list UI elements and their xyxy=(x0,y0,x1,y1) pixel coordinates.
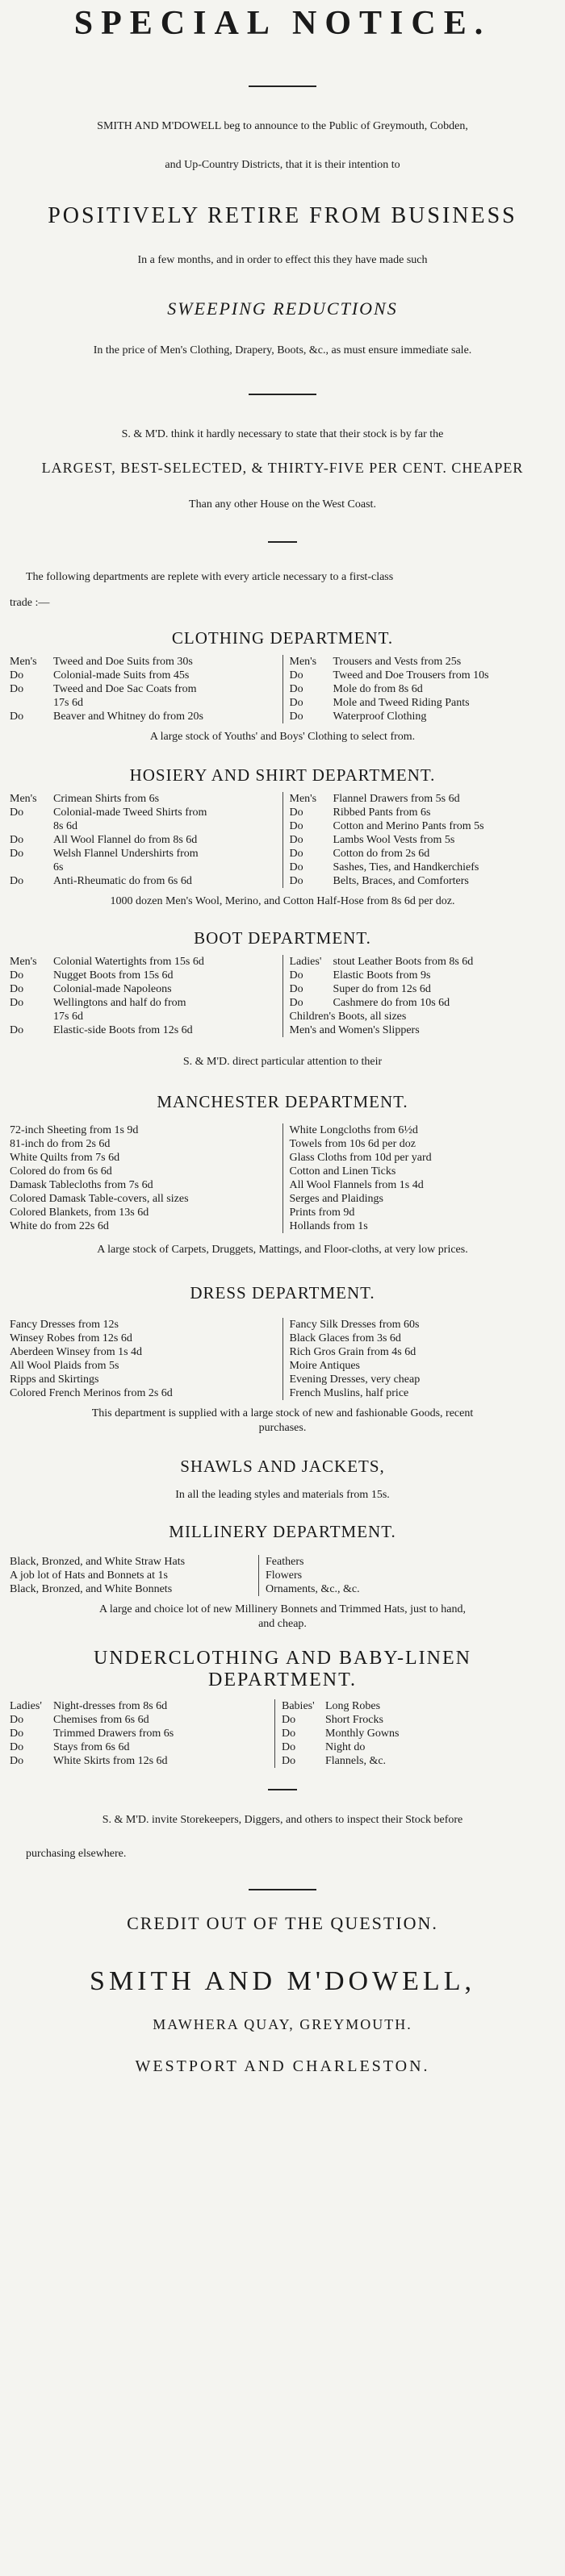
underclothing-right-column xyxy=(275,1699,555,1768)
shawls-note: In all the leading styles and materials from 15s. xyxy=(175,1489,390,1501)
dress-columns xyxy=(10,1318,555,1400)
list-item xyxy=(10,1010,276,1023)
claim-line-3: Than any other House on the West Coast. xyxy=(189,498,376,511)
dress-heading: DRESS DEPARTMENT. xyxy=(190,1283,375,1303)
list-item: Cotton and Linen Ticks xyxy=(289,1165,396,1178)
list-item xyxy=(290,996,556,1010)
item-prefix: Do xyxy=(289,669,303,682)
item-prefix: Do xyxy=(289,820,303,832)
underclothing-heading-2: DEPARTMENT. xyxy=(208,1669,357,1690)
list-item: Ornaments, &c., &c. xyxy=(266,1583,360,1595)
list-item xyxy=(10,1740,268,1754)
manchester-right-column xyxy=(283,1123,556,1233)
invite-line-1: S. & M'D. invite Storekeepers, Diggers, and others to inspect their Stock before xyxy=(102,1814,463,1826)
claim-line-2: LARGEST, BEST-SELECTED, & THIRTY-FIVE PER CENT. CHEAPER xyxy=(41,460,524,476)
item-text: Crimean Shirts from 6s xyxy=(53,793,160,805)
list-item: Serges and Plaidings xyxy=(289,1193,383,1205)
item-text: Mole do from 8s 6d xyxy=(333,683,423,695)
item-text: Trousers and Vests from 25s xyxy=(333,656,462,668)
list-item xyxy=(290,861,556,874)
item-text: Children's Boots, all sizes xyxy=(289,1011,407,1023)
list-item xyxy=(10,1699,268,1713)
list-item: A job lot of Hats and Bonnets at 1s xyxy=(10,1569,168,1582)
departments-intro-1: The following departments are replete with every article necessary to a first-class xyxy=(26,571,394,583)
list-item xyxy=(290,982,556,996)
clothing-left-column xyxy=(10,655,283,723)
price-line: In the price of Men's Clothing, Drapery, Boots, &c., as must ensure immediate sale. xyxy=(93,344,472,356)
list-item: All Wool Plaids from 5s xyxy=(10,1360,119,1372)
list-item: Colored Damask Table-covers, all sizes xyxy=(10,1193,189,1205)
list-item: All Wool Flannels from 1s 4d xyxy=(289,1179,424,1191)
effect-line: In a few months, and in order to effect this they have made such xyxy=(137,254,428,266)
item-prefix: Do xyxy=(10,1714,24,1726)
item-text: Ribbed Pants from 6s xyxy=(333,807,431,819)
departments-intro-2: trade :— xyxy=(10,597,50,609)
millinery-note-2: and cheap. xyxy=(258,1618,307,1630)
list-item xyxy=(282,1713,555,1727)
item-prefix xyxy=(10,819,53,833)
claim-line-1: S. & M'D. think it hardly necessary to state that their stock is by far the xyxy=(121,428,444,440)
item-text: Long Robes xyxy=(325,1700,381,1712)
millinery-right-column xyxy=(259,1555,555,1596)
item-prefix: Do xyxy=(10,834,24,846)
manchester-columns xyxy=(10,1123,555,1233)
dress-right-column xyxy=(283,1318,556,1400)
item-text: Short Frocks xyxy=(325,1714,383,1726)
list-item: Colored Blankets, from 13s 6d xyxy=(10,1207,149,1219)
item-text: Tweed and Doe Sac Coats from xyxy=(53,683,197,695)
list-item xyxy=(290,833,556,847)
item-prefix: Men's xyxy=(289,656,317,668)
item-text: Sashes, Ties, and Handkerchiefs xyxy=(333,861,479,873)
item-text: All Wool Flannel do from 8s 6d xyxy=(53,834,198,846)
item-text: Tweed and Doe Suits from 30s xyxy=(53,656,193,668)
clothing-note: A large stock of Youths' and Boys' Clothing to select from. xyxy=(149,731,416,743)
list-item xyxy=(282,1754,555,1768)
item-prefix: Do xyxy=(10,997,24,1009)
item-text: stout Leather Boots from 8s 6d xyxy=(333,956,474,968)
clothing-heading: CLOTHING DEPARTMENT. xyxy=(171,628,394,648)
item-text: Night do xyxy=(325,1741,366,1753)
item-prefix xyxy=(10,696,53,710)
list-item xyxy=(10,861,276,874)
item-prefix xyxy=(10,1010,53,1023)
list-item xyxy=(10,1727,268,1740)
hosiery-right-column xyxy=(283,792,556,888)
item-text: Belts, Braces, and Comforters xyxy=(333,875,469,887)
list-item: Aberdeen Winsey from 1s 4d xyxy=(10,1346,143,1358)
dress-note-2: purchases. xyxy=(258,1422,307,1434)
list-item xyxy=(290,682,556,696)
list-item xyxy=(290,969,556,982)
intro-line-1: SMITH AND M'DOWELL beg to announce to the Public of Greymouth, Cobden, xyxy=(97,120,468,132)
clothing-right-column xyxy=(283,655,556,723)
list-item xyxy=(290,819,556,833)
item-prefix: Ladies' xyxy=(10,1700,42,1712)
item-prefix: Do xyxy=(10,1728,24,1740)
item-prefix: Do xyxy=(289,861,303,873)
manchester-heading: MANCHESTER DEPARTMENT. xyxy=(157,1092,408,1111)
item-text: Anti-Rheumatic do from 6s 6d xyxy=(53,875,192,887)
item-prefix: Do xyxy=(289,848,303,860)
list-item: Hollands from 1s xyxy=(289,1220,368,1232)
list-item: Feathers xyxy=(266,1556,304,1568)
credit-line: CREDIT OUT OF THE QUESTION. xyxy=(127,1913,438,1933)
item-text: Waterproof Clothing xyxy=(333,711,427,723)
item-prefix: Do xyxy=(10,711,24,723)
item-text: Flannels, &c. xyxy=(325,1755,387,1767)
item-text: Monthly Gowns xyxy=(325,1728,400,1740)
boot-left-column xyxy=(10,955,283,1037)
item-prefix: Men's xyxy=(10,956,37,968)
list-item: Flowers xyxy=(266,1569,303,1582)
item-prefix: Do xyxy=(289,834,303,846)
item-text: Trimmed Drawers from 6s xyxy=(53,1728,174,1740)
item-text: 8s 6d xyxy=(53,820,77,832)
item-prefix: Do xyxy=(10,969,24,982)
list-item xyxy=(290,955,556,969)
list-item: Black, Bronzed, and White Straw Hats xyxy=(10,1556,186,1568)
list-item: Prints from 9d xyxy=(289,1207,355,1219)
list-item: Ripps and Skirtings xyxy=(10,1373,99,1386)
item-text: Colonial-made Tweed Shirts from xyxy=(53,807,207,819)
item-text: Cotton do from 2s 6d xyxy=(333,848,430,860)
list-item xyxy=(290,710,556,723)
address: MAWHERA QUAY, GREYMOUTH. xyxy=(153,2016,412,2032)
list-item xyxy=(290,1010,556,1023)
list-item: Colored French Merinos from 2s 6d xyxy=(10,1387,173,1399)
boot-right-column xyxy=(283,955,556,1037)
list-item: White do from 22s 6d xyxy=(10,1220,109,1232)
item-prefix: Do xyxy=(289,807,303,819)
list-item xyxy=(282,1740,555,1754)
item-prefix: Do xyxy=(282,1728,296,1740)
list-item: Glass Cloths from 10d per yard xyxy=(289,1152,432,1164)
item-prefix: Do xyxy=(10,669,24,682)
item-text: Mole and Tweed Riding Pants xyxy=(333,697,470,709)
item-text: Cotton and Merino Pants from 5s xyxy=(333,820,484,832)
list-item xyxy=(10,1754,268,1768)
list-item xyxy=(10,874,276,888)
item-text: Night-dresses from 8s 6d xyxy=(53,1700,168,1712)
list-item: Towels from 10s 6d per doz xyxy=(289,1138,416,1150)
boot-note: S. & M'D. direct particular attention to their xyxy=(182,1056,383,1068)
list-item xyxy=(290,792,556,806)
list-item: French Muslins, half price xyxy=(289,1387,409,1399)
clothing-columns xyxy=(10,655,555,723)
item-prefix: Men's xyxy=(10,793,37,805)
intro-line-2: and Up-Country Districts, that it is their intention to xyxy=(165,159,400,171)
item-prefix: Do xyxy=(289,697,303,709)
item-text: Colonial-made Suits from 45s xyxy=(53,669,190,682)
company-name: SMITH AND M'DOWELL, xyxy=(90,1966,475,1996)
underclothing-left-column xyxy=(10,1699,275,1768)
item-prefix: Do xyxy=(10,1741,24,1753)
item-text: Elastic-side Boots from 12s 6d xyxy=(53,1024,193,1036)
list-item xyxy=(10,955,276,969)
item-text: Chemises from 6s 6d xyxy=(53,1714,149,1726)
list-item xyxy=(290,874,556,888)
list-item xyxy=(290,696,556,710)
list-item: Evening Dresses, very cheap xyxy=(289,1373,421,1386)
boot-heading: BOOT DEPARTMENT. xyxy=(194,928,371,948)
hosiery-left-column xyxy=(10,792,283,888)
list-item: Damask Tablecloths from 7s 6d xyxy=(10,1179,153,1191)
item-text: Colonial-made Napoleons xyxy=(53,983,172,995)
list-item xyxy=(282,1699,555,1713)
list-item xyxy=(10,682,276,696)
item-prefix: Do xyxy=(10,983,24,995)
item-prefix: Do xyxy=(10,683,24,695)
dress-left-column xyxy=(10,1318,283,1400)
item-prefix: Do xyxy=(289,875,303,887)
item-prefix: Do xyxy=(10,1024,24,1036)
list-item: Colored do from 6s 6d xyxy=(10,1165,112,1178)
item-text: Flannel Drawers from 5s 6d xyxy=(333,793,460,805)
item-prefix: Do xyxy=(289,983,303,995)
item-prefix: Do xyxy=(282,1714,296,1726)
item-text: Stays from 6s 6d xyxy=(53,1741,130,1753)
list-item xyxy=(10,655,276,669)
item-prefix: Do xyxy=(282,1741,296,1753)
list-item: Winsey Robes from 12s 6d xyxy=(10,1332,132,1344)
list-item xyxy=(10,710,276,723)
item-text: 17s 6d xyxy=(53,697,83,709)
hosiery-heading: HOSIERY AND SHIRT DEPARTMENT. xyxy=(129,765,436,785)
item-prefix: Do xyxy=(10,807,24,819)
item-text: Colonial Watertights from 15s 6d xyxy=(53,956,204,968)
list-item xyxy=(10,847,276,861)
list-item xyxy=(290,847,556,861)
millinery-left-column xyxy=(10,1555,259,1596)
list-item: 81-inch do from 2s 6d xyxy=(10,1138,111,1150)
item-text: Cashmere do from 10s 6d xyxy=(333,997,450,1009)
list-item: Fancy Dresses from 12s xyxy=(10,1319,119,1331)
hosiery-note: 1000 dozen Men's Wool, Merino, and Cotton Half-Hose from 8s 6d per doz. xyxy=(110,895,455,907)
item-prefix: Ladies' xyxy=(289,956,322,968)
item-text: Wellingtons and half do from xyxy=(53,997,186,1009)
item-prefix: Babies' xyxy=(282,1700,315,1712)
list-item: White Quilts from 7s 6d xyxy=(10,1152,120,1164)
manchester-note: A large stock of Carpets, Druggets, Mattings, and Floor-cloths, at very low prices. xyxy=(97,1244,468,1256)
list-item xyxy=(282,1727,555,1740)
item-prefix xyxy=(10,861,53,874)
list-item: Black, Bronzed, and White Bonnets xyxy=(10,1583,173,1595)
list-item: Fancy Silk Dresses from 60s xyxy=(289,1319,420,1331)
list-item xyxy=(10,1713,268,1727)
hosiery-columns xyxy=(10,792,555,888)
item-text: Nugget Boots from 15s 6d xyxy=(53,969,174,982)
invite-line-2: purchasing elsewhere. xyxy=(26,1848,127,1860)
item-text: White Skirts from 12s 6d xyxy=(53,1755,168,1767)
item-prefix: Do xyxy=(10,1755,24,1767)
millinery-columns xyxy=(10,1555,555,1596)
list-item xyxy=(10,833,276,847)
list-item xyxy=(10,819,276,833)
underclothing-columns xyxy=(10,1699,555,1768)
dress-note-1: This department is supplied with a large stock of new and fashionable Goods, recent xyxy=(91,1407,474,1419)
item-prefix: Men's xyxy=(10,656,37,668)
item-prefix: Do xyxy=(289,997,303,1009)
item-text: Super do from 12s 6d xyxy=(333,983,431,995)
millinery-heading: MILLINERY DEPARTMENT. xyxy=(169,1522,396,1541)
notice-title: SPECIAL NOTICE. xyxy=(73,5,492,42)
boot-columns xyxy=(10,955,555,1037)
item-text: Tweed and Doe Trousers from 10s xyxy=(333,669,489,682)
millinery-note-1: A large and choice lot of new Millinery Bonnets and Trimmed Hats, just to hand, xyxy=(99,1603,466,1615)
item-prefix: Do xyxy=(289,711,303,723)
list-item xyxy=(290,655,556,669)
shawls-heading: SHAWLS AND JACKETS, xyxy=(180,1457,385,1476)
item-prefix: Do xyxy=(289,683,303,695)
item-text: Lambs Wool Vests from 5s xyxy=(333,834,455,846)
list-item xyxy=(10,982,276,996)
list-item xyxy=(10,1023,276,1037)
underclothing-heading-1: UNDERCLOTHING AND BABY-LINEN xyxy=(94,1648,471,1669)
item-text: 6s xyxy=(53,861,64,873)
list-item xyxy=(10,996,276,1010)
list-item: Black Glaces from 3s 6d xyxy=(289,1332,401,1344)
retire-headline: POSITIVELY RETIRE FROM BUSINESS xyxy=(48,203,517,228)
list-item: White Longcloths from 6½d xyxy=(289,1124,418,1136)
list-item: Moire Antiques xyxy=(289,1360,360,1372)
list-item xyxy=(10,969,276,982)
item-prefix: Do xyxy=(289,969,303,982)
item-text: 17s 6d xyxy=(53,1011,83,1023)
item-prefix: Do xyxy=(10,875,24,887)
list-item xyxy=(10,696,276,710)
list-item: 72-inch Sheeting from 1s 9d xyxy=(10,1124,139,1136)
item-text: Beaver and Whitney do from 20s xyxy=(53,711,203,723)
item-prefix: Do xyxy=(282,1755,296,1767)
item-prefix: Do xyxy=(10,848,24,860)
list-item xyxy=(10,669,276,682)
manchester-left-column xyxy=(10,1123,283,1233)
item-text: Elastic Boots from 9s xyxy=(333,969,431,982)
item-text: Men's and Women's Slippers xyxy=(289,1024,420,1036)
list-item xyxy=(290,806,556,819)
list-item xyxy=(290,1023,556,1037)
list-item xyxy=(10,806,276,819)
branches: WESTPORT AND CHARLESTON. xyxy=(135,2057,430,2075)
list-item xyxy=(290,669,556,682)
list-item: Rich Gros Grain from 4s 6d xyxy=(289,1346,416,1358)
item-text: Welsh Flannel Undershirts from xyxy=(53,848,199,860)
list-item xyxy=(10,792,276,806)
item-prefix: Men's xyxy=(289,793,317,805)
sweeping-reductions: SWEEPING REDUCTIONS xyxy=(167,298,398,319)
